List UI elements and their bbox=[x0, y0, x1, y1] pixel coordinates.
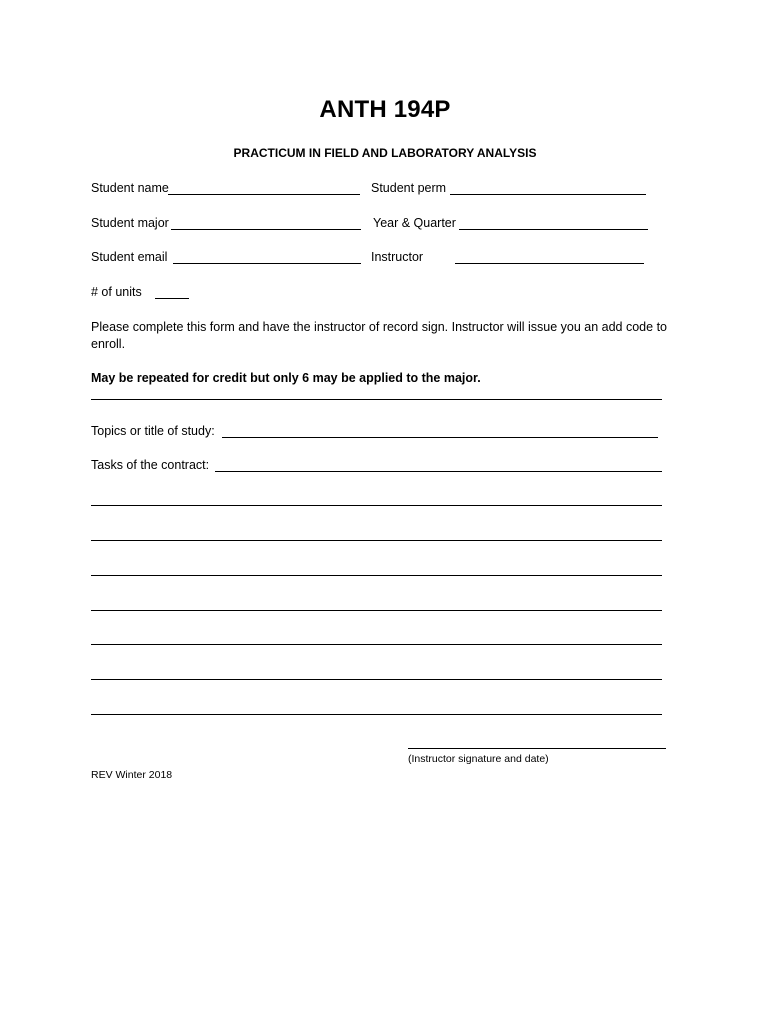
task-line[interactable] bbox=[91, 714, 662, 715]
signature-field[interactable] bbox=[408, 748, 666, 749]
topics-label: Topics or title of study: bbox=[91, 424, 215, 438]
revision-note: REV Winter 2018 bbox=[91, 769, 173, 781]
year-quarter-field[interactable] bbox=[459, 229, 648, 230]
instructor-field[interactable] bbox=[455, 263, 644, 264]
student-major-field[interactable] bbox=[171, 229, 361, 230]
tasks-label: Tasks of the contract: bbox=[91, 458, 210, 472]
divider-line bbox=[91, 399, 662, 400]
task-line[interactable] bbox=[91, 679, 662, 680]
task-line[interactable] bbox=[91, 575, 662, 576]
student-email-field[interactable] bbox=[173, 263, 361, 264]
repeat-note: May be repeated for credit but only 6 may be applied to the major. bbox=[91, 371, 481, 385]
instructions-text: Please complete this form and have the instructor of record sign. Instructor will issue you an add code to bbox=[91, 320, 667, 334]
tasks-field[interactable] bbox=[215, 471, 662, 472]
student-name-field[interactable] bbox=[168, 194, 360, 195]
year-quarter-label: Year & Quarter bbox=[373, 216, 456, 230]
units-field[interactable] bbox=[155, 298, 189, 299]
task-line[interactable] bbox=[91, 644, 662, 645]
student-perm-label: Student perm bbox=[371, 181, 447, 195]
topics-field[interactable] bbox=[222, 437, 658, 438]
form-title: ANTH 194P bbox=[319, 96, 451, 123]
student-email-label: Student email bbox=[91, 250, 168, 264]
task-line[interactable] bbox=[91, 540, 662, 541]
units-label: # of units bbox=[91, 285, 142, 299]
task-line[interactable] bbox=[91, 610, 662, 611]
instructor-label: Instructor bbox=[371, 250, 424, 264]
student-major-label: Student major bbox=[91, 216, 169, 230]
instructions-text-cont: enroll. bbox=[91, 337, 126, 351]
form-subtitle: PRACTICUM IN FIELD AND LABORATORY ANALYSIS bbox=[233, 146, 537, 160]
student-perm-field[interactable] bbox=[450, 194, 646, 195]
task-line[interactable] bbox=[91, 505, 662, 506]
student-name-label: Student name bbox=[91, 181, 169, 195]
signature-label: (Instructor signature and date) bbox=[408, 753, 549, 765]
